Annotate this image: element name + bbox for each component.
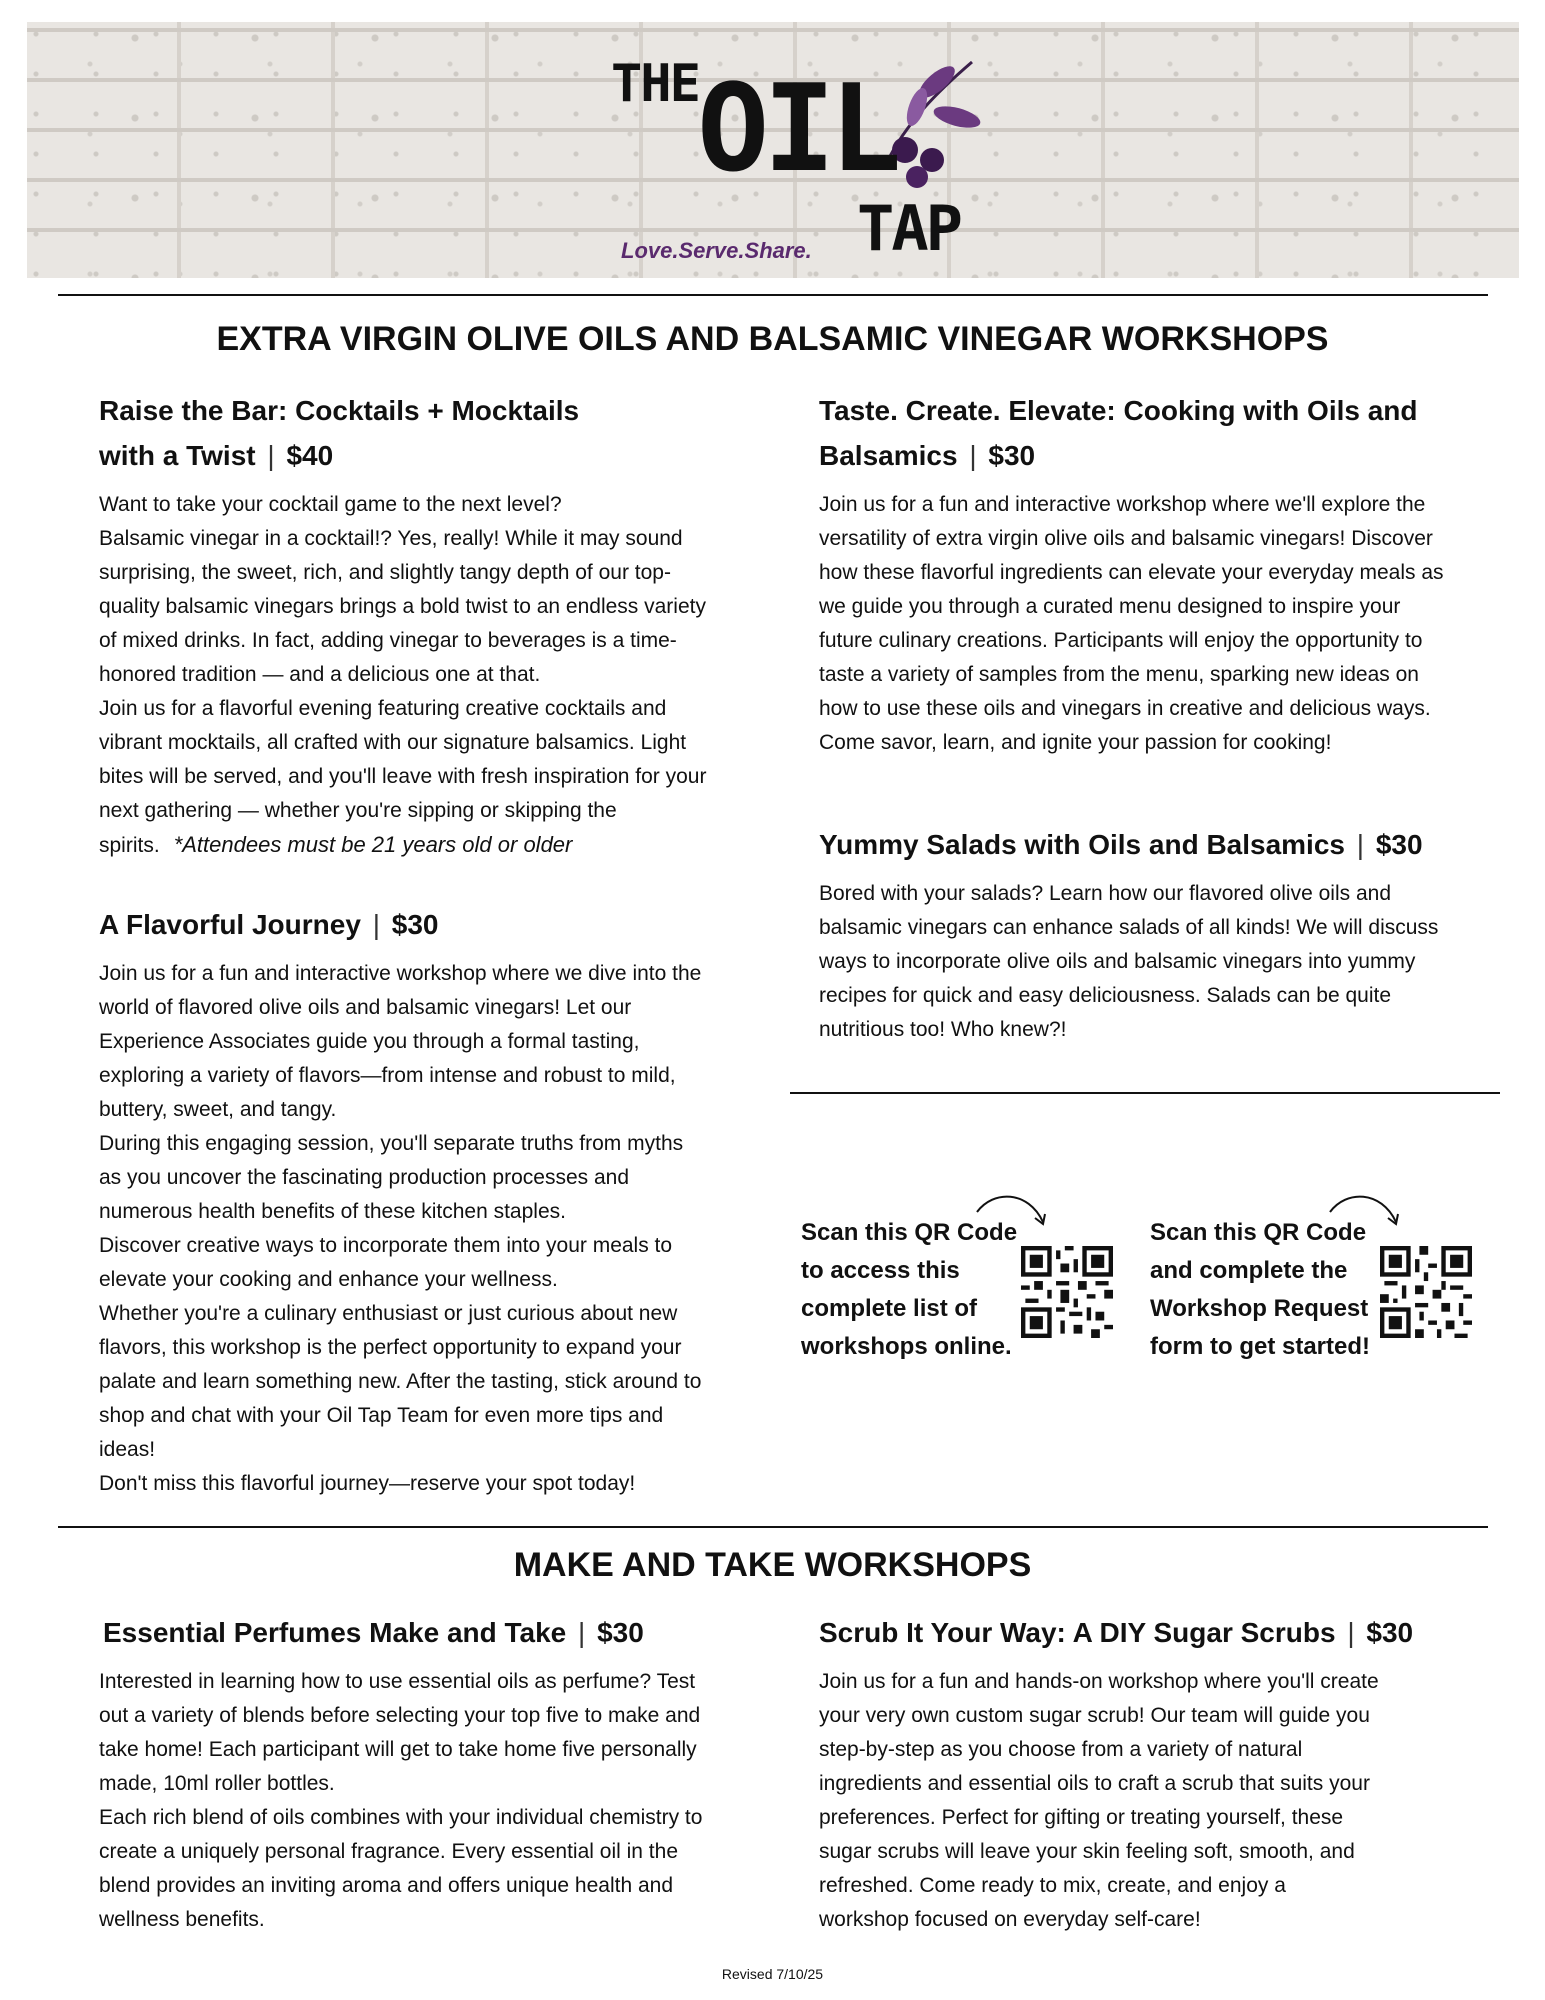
workshop-raise-the-bar (99, 388, 729, 863)
qr-block-online-list (801, 1214, 1141, 1374)
description-paragraph: Whether you're a culinary enthusiast or just curious about new flavors, this workshop is the perfect opportunity to expand your palate and learn something new. After the tasting, stick around to shop and chat with your Oil Tap Team for even more tips and ideas! (99, 1302, 702, 1461)
curved-arrow-icon (1326, 1192, 1406, 1232)
description-paragraph: Each rich blend of oils combines with your individual chemistry to create a uniquely personal fragrance. Every essential oil in the blend provides an inviting aroma and offers unique health and wellness benefits. (99, 1806, 703, 1931)
workshop-sugar-scrubs (819, 1610, 1414, 1937)
divider-middle (58, 1526, 1488, 1528)
header-banner (27, 22, 1519, 278)
workshop-title: Scrub It Your Way: A DIY Sugar Scrubs (819, 1617, 1336, 1648)
workshop-essential-perfumes (99, 1610, 719, 1937)
section-title-oils: EXTRA VIRGIN OLIVE OILS AND BALSAMIC VINEGAR WORKSHOPS (216, 320, 1329, 358)
workshop-title: Raise the Bar: Cocktails + Mocktails with a Twist (99, 395, 580, 471)
qr-code-icon[interactable] (1021, 1246, 1113, 1338)
logo-oil: OIL (697, 60, 896, 199)
description-paragraph: Join us for a fun and interactive workshop where we'll explore the versatility of extra virgin olive oils and balsamic vinegars! Discover how these flavorful ingredients can elevate your everyday meals as we guide you through a curated menu designed to inspire your future culinary creations. Participants will enjoy the opportunity to taste a variety of samples from the menu, sparking new ideas on how to use these oils and vinegars in creative and delicious ways. Come savor, learn, and ignite your passion for cooking! (819, 493, 1444, 754)
workshop-price: $30 (391, 909, 439, 940)
workshop-price: $40 (286, 440, 334, 471)
description-paragraph: Don't miss this flavorful journey—reserve your spot today! (99, 1472, 636, 1495)
logo-the: THE (611, 54, 699, 114)
divider-top (58, 294, 1488, 296)
workshop-title: Yummy Salads with Oils and Balsamics (819, 829, 1345, 860)
workshop-title: A Flavorful Journey (99, 909, 361, 940)
curved-arrow-icon (973, 1192, 1053, 1232)
workshop-description (99, 957, 709, 1501)
workshop-heading: Raise the Bar: Cocktails + Mocktails with a Twist | $40 (99, 395, 580, 471)
workshop-heading: A Flavorful Journey | $30 (99, 909, 439, 940)
section-title-make-and-take: MAKE AND TAKE WORKSHOPS (513, 1546, 1032, 1584)
qr-instruction: Scan this QR Code and complete the Workshop Request form to get started! (1150, 1219, 1371, 1360)
workshop-heading: Taste. Create. Elevate: Cooking with Oils and Balsamics | $30 (819, 395, 1418, 471)
workshop-flavorful-journey (99, 902, 709, 1501)
description-paragraph: Join us for a fun and hands-on workshop where you'll create your very own custom sugar scrub! Our team will guide you step-by-step as you choose from a variety of natural ingredients and essential oils to craft a scrub that suits your preferences. Perfect for gifting or treating yourself, these sugar scrubs will leave your skin feeling soft, smooth, and refreshed. Come ready to mix, create, and enjoy a workshop focused on everyday self-care! (819, 1670, 1379, 1931)
workshop-title: Taste. Create. Elevate: Cooking with Oils and Balsamics (819, 395, 1418, 471)
description-paragraph: Join us for a flavorful evening featuring creative cocktails and vibrant mocktails, all crafted with our signature balsamics. Light bites will be served, and you'll leave with fresh inspiration for your next gathering — whether you're sipping or skipping the spirits. (99, 697, 707, 857)
revised-date: Revised 7/10/25 (721, 1966, 824, 1982)
qr-code-icon[interactable] (1380, 1246, 1472, 1338)
logo (587, 42, 1007, 272)
qr-block-request-form (1150, 1214, 1490, 1374)
description-paragraph: Bored with your salads? Learn how our flavored olive oils and balsamic vinegars can enhance salads of all kinds! We will discuss ways to incorporate olive oils and balsamic vinegars into yummy recipes for quick and easy deliciousness. Salads can be quite nutritious too! Who knew?! (819, 882, 1439, 1041)
workshop-description (819, 488, 1444, 760)
workshop-description (819, 1665, 1379, 1937)
workshop-description (99, 488, 729, 863)
workshop-price: $30 (1375, 829, 1423, 860)
logo-tap: TAP (857, 192, 960, 265)
description-paragraph: Balsamic vinegar in a cocktail!? Yes, really! While it may sound surprising, the sweet, rich, and slightly tangy depth of our top-quality balsamic vinegars brings a bold twist to an endless variety of mixed drinks. In fact, adding vinegar to beverages is a time-honored tradition — and a delicious one at that. (99, 527, 706, 686)
workshop-heading: Yummy Salads with Oils and Balsamics | $30 (819, 829, 1423, 860)
description-paragraph: Join us for a fun and interactive workshop where we dive into the world of flavored olive oils and balsamic vinegars! Let our Experience Associates guide you through a formal tasting, exploring a variety of flavors—from intense and robust to mild, buttery, sweet, and tangy. (99, 962, 702, 1121)
workshop-title: Essential Perfumes Make and Take (103, 1617, 567, 1648)
age-note: *Attendees must be 21 years old or older (173, 832, 573, 857)
workshop-yummy-salads (819, 822, 1439, 1047)
description-paragraph: Discover creative ways to incorporate them into your meals to elevate your cooking and enhance your wellness. (99, 1234, 673, 1291)
workshop-description (819, 877, 1439, 1047)
description-paragraph: Interested in learning how to use essential oils as perfume? Test out a variety of blends before selecting your top five to make and take home! Each participant will get to take home five personally made, 10ml roller bottles. (99, 1670, 701, 1795)
workshop-taste-create-elevate (819, 388, 1444, 760)
workshop-price: $30 (1366, 1617, 1414, 1648)
workshop-description (99, 1665, 719, 1937)
workshop-price: $30 (988, 440, 1036, 471)
description-paragraph: During this engaging session, you'll separate truths from myths as you uncover the fascinating production processes and numerous health benefits of these kitchen staples. (99, 1132, 684, 1223)
workshop-price: $30 (597, 1617, 644, 1648)
workshop-heading: Essential Perfumes Make and Take | $30 (103, 1617, 644, 1648)
description-paragraph: Want to take your cocktail game to the next level? (99, 493, 562, 516)
workshop-heading: Scrub It Your Way: A DIY Sugar Scrubs | $30 (819, 1617, 1414, 1648)
divider-qr (790, 1092, 1500, 1094)
logo-tagline: Love.Serve.Share. (621, 238, 812, 263)
qr-instruction: Scan this QR Code to access this complete list of workshops online. (801, 1219, 1018, 1360)
